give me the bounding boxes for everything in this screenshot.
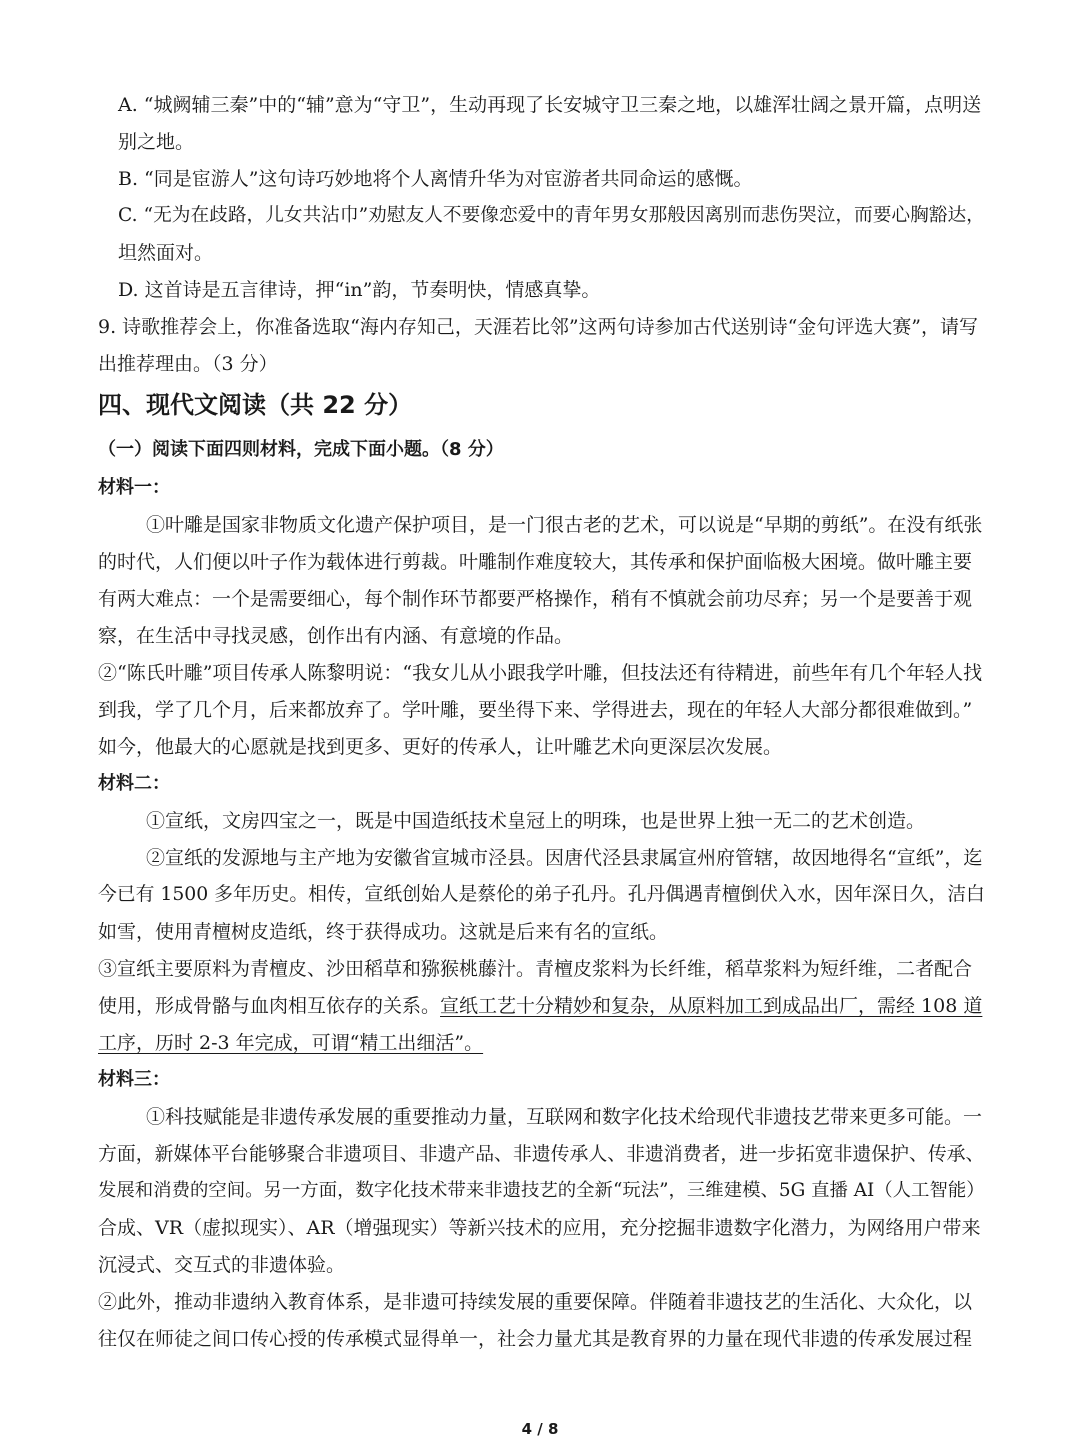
material-1-line: 到我，学了几个月，后来都放弃了。学叶雕，要坐得下来、学得进去，现在的年轻人大部分都很难做到。” [98,699,973,721]
material-2-line: ③宣纸主要原料为青檀皮、沙田稻草和猕猴桃藤汁。青檀皮浆料为长纤维，稻草浆料为短纤维，二者配合 [98,958,973,980]
option-a-line1: A. “城阙辅三秦”中的“辅”意为“守卫”，生动再现了长安城守卫三秦之地，以雄浑壮阔之景开篇，点明送 [118,94,982,116]
material-1-line: 的时代，人们便以叶子作为载体进行剪裁。叶雕制作难度较大，其传承和保护面临极大困境。做叶雕主要 [98,551,973,573]
material-3-line: 往仅在师徒之间口传心授的传承模式显得单一，社会力量尤其是教育界的力量在现代非遗的传承发展过程 [98,1328,973,1350]
material-3-line: 发展和消费的空间。另一方面，数字化技术带来非遗技艺的全新“玩法”，三维建模、5G 直播 AI（人工智能） [98,1180,985,1201]
material-2-line: ①宣纸，文房四宝之一，既是中国造纸技术皇冠上的明珠，也是世界上独一无二的艺术创造。 [146,810,926,832]
material-2-line: 如雪，使用青檀树皮造纸，终于获得成功。这就是后来有名的宣纸。 [98,921,669,943]
material-3-line: ①科技赋能是非遗传承发展的重要推动力量，互联网和数字化技术给现代非遗技艺带来更多可能。一 [146,1106,983,1128]
material-1-line: 有两大难点：一个是需要细心，每个制作环节都要严格操作，稍有不慎就会前功尽弃；另一个是要善于观 [98,588,973,610]
material-3-line: 方面，新媒体平台能够聚合非遗项目、非遗产品、非遗传承人、非遗消费者，进一步拓宽非遗保护、传承、 [98,1143,985,1165]
section-subtitle: （一）阅读下面四则材料，完成下面小题。（8 分） [98,439,504,460]
question-9-line1: 9. 诗歌推荐会上，你准备选取“海内存知己，天涯若比邻”这两句诗参加古代送别诗“金句评选大赛”，请写 [98,316,979,338]
underlined-sentence: 宣纸工艺十分精妙和复杂，从原料加工到成品出厂，需经 108 道 [440,995,983,1017]
material-1-line: ②“陈氏叶雕”项目传承人陈黎明说：“我女儿从小跟我学叶雕，但技法还有待精进，前些年有几个年轻人找 [98,662,983,684]
material-2-line: 今已有 1500 多年历史。相传，宣纸创始人是蔡伦的弟子孔丹。孔丹偶遇青檀倒伏入水，因年深日久，洁白 [98,884,985,905]
material-1-line: 察，在生活中寻找灵感，创作出有内涵、有意境的作品。 [98,625,574,647]
material-1-label: 材料一： [98,477,170,498]
material-2-plain-text: 使用，形成骨骼与血肉相互依存的关系。 [98,995,441,1017]
material-1-line: ①叶雕是国家非物质文化遗产保护项目，是一门很古老的艺术，可以说是“早期的剪纸”。在没有纸张 [146,514,983,536]
material-3-line: ②此外，推动非遗纳入教育体系，是非遗可持续发展的重要保障。伴随着非遗技艺的生活化、大众化，以 [98,1291,973,1313]
page-number: 4 / 8 [521,1420,559,1438]
option-c-line1: C. “无为在歧路，儿女共沾巾”劝慰友人不要像恋爱中的青年男女那般因离别而悲伤哭泣，而要心胸豁达， [118,205,985,226]
option-b: B. “同是宦游人”这句诗巧妙地将个人离情升华为对宦游者共同命运的感慨。 [118,168,753,190]
section-title: 四、现代文阅读（共 22 分） [98,391,413,419]
option-d: D. 这首诗是五言律诗，押“in”韵，节奏明快，情感真挚。 [118,279,601,301]
option-c-line2: 坦然面对。 [118,242,214,264]
material-1-line: 如今，他最大的心愿就是找到更多、更好的传承人，让叶雕艺术向更深层次发展。 [98,736,783,758]
material-2-line-7 [98,1030,483,1056]
underlined-sentence: 工序，历时 2-3 年完成，可谓“精工出细活”。 [98,1032,484,1054]
material-3-label: 材料三： [98,1069,170,1090]
material-2-line: ②宣纸的发源地与主产地为安徽省宣城市泾县。因唐代泾县隶属宣州府管辖，故因地得名“宣纸”，迄 [146,847,983,869]
material-3-line: 合成、VR（虚拟现实）、AR（增强现实）等新兴技术的应用，充分挖掘非遗数字化潜力，为网络用户带来 [98,1217,981,1239]
material-3-line: 沉浸式、交互式的非遗体验。 [98,1254,346,1276]
material-2-label: 材料二： [98,773,170,794]
option-a-line2: 别之地。 [118,131,195,153]
material-2-line-6 [98,993,982,1019]
question-9-line2: 出推荐理由。（3 分） [98,353,278,375]
